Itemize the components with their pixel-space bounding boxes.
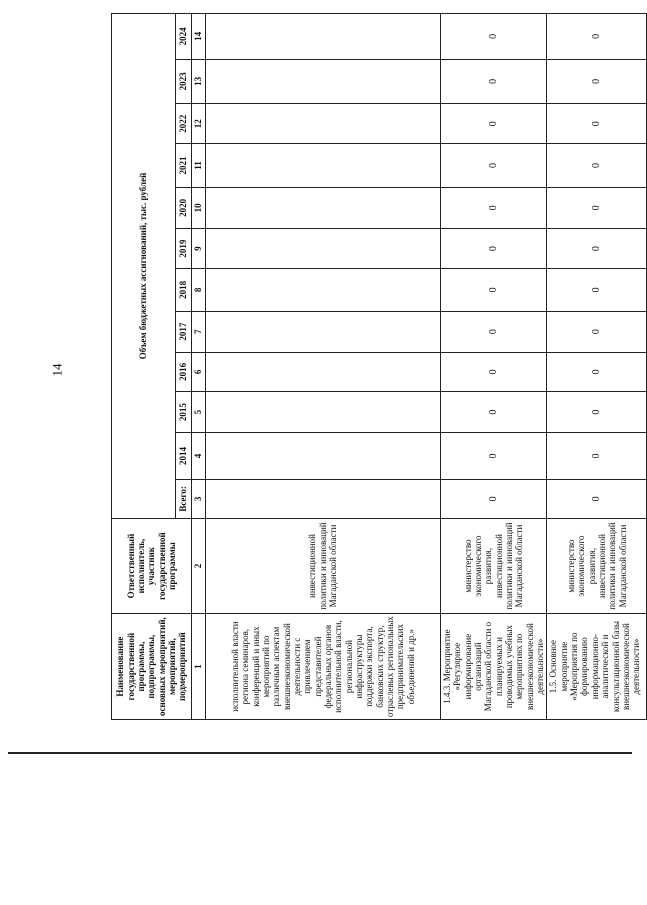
column-number: 7 <box>192 311 206 352</box>
row-responsible: министерство экономического развития, инвестиционной политики и инноваций Магаданской области <box>547 518 647 613</box>
column-number: 2 <box>192 518 206 613</box>
header-year: 2020 <box>176 187 192 228</box>
row-value <box>206 59 441 103</box>
row-value: 0 <box>441 14 547 60</box>
row-value <box>206 391 441 432</box>
header-name: Наименование государственной программы, подпрограммы, основных мероприятий, мероприятий, подмероприятий <box>112 614 192 720</box>
row-value <box>206 144 441 187</box>
row-value <box>206 352 441 391</box>
row-value: 0 <box>441 104 547 144</box>
row-value: 0 <box>441 311 547 352</box>
row-value <box>206 269 441 311</box>
rotated-table-frame <box>111 13 642 720</box>
header-responsible: Ответственный исполнитель, участник государственной программы <box>112 518 192 613</box>
header-year: 2018 <box>176 269 192 311</box>
row-value: 0 <box>547 433 647 480</box>
row-value: 0 <box>441 269 547 311</box>
header-year: 2022 <box>176 104 192 144</box>
column-number: 8 <box>192 269 206 311</box>
row-value <box>206 187 441 228</box>
row-value <box>206 433 441 480</box>
column-number: 6 <box>192 352 206 391</box>
column-number: 1 <box>192 614 206 720</box>
row-responsible: инвестиционной политики и инноваций Магаданской области <box>206 518 441 613</box>
row-name: 1.4.3. Мероприятие «Регулярное информирование организаций Магаданской области о планируемых и проводимых учебных мероприятиях по внешнеэкономической деятельности» <box>441 614 547 720</box>
budget-table <box>111 13 647 720</box>
row-value: 0 <box>547 104 647 144</box>
header-year: 2015 <box>176 391 192 432</box>
row-value: 0 <box>547 391 647 432</box>
header-year: 2024 <box>176 14 192 60</box>
row-responsible: министерство экономического развития, инвестиционной политики и инноваций Магаданской области <box>441 518 547 613</box>
column-number: 3 <box>192 479 206 518</box>
column-number: 14 <box>192 14 206 60</box>
row-value: 0 <box>547 479 647 518</box>
row-value <box>206 104 441 144</box>
row-value <box>206 479 441 518</box>
row-value: 0 <box>441 479 547 518</box>
column-number: 10 <box>192 187 206 228</box>
row-value: 0 <box>547 352 647 391</box>
row-value: 0 <box>547 269 647 311</box>
header-total: Всего: <box>176 479 192 518</box>
header-year: 2017 <box>176 311 192 352</box>
row-value: 0 <box>441 144 547 187</box>
row-value <box>206 14 441 60</box>
header-year: 2016 <box>176 352 192 391</box>
row-value: 0 <box>547 144 647 187</box>
row-value: 0 <box>441 433 547 480</box>
page-divider <box>8 752 632 754</box>
table-row <box>206 14 441 720</box>
header-budget-group: Объем бюджетных ассигнований, тыс. рублей <box>112 14 176 519</box>
row-value <box>206 228 441 268</box>
row-value: 0 <box>441 352 547 391</box>
row-value: 0 <box>547 59 647 103</box>
row-value: 0 <box>441 187 547 228</box>
column-number: 12 <box>192 104 206 144</box>
column-number: 4 <box>192 433 206 480</box>
table-row <box>441 14 547 720</box>
column-number: 13 <box>192 59 206 103</box>
header-year: 2014 <box>176 433 192 480</box>
page-number: 14 <box>49 363 64 377</box>
row-value: 0 <box>441 391 547 432</box>
column-number: 9 <box>192 228 206 268</box>
header-year: 2019 <box>176 228 192 268</box>
row-value: 0 <box>547 311 647 352</box>
column-number: 11 <box>192 144 206 187</box>
row-value: 0 <box>441 59 547 103</box>
header-year: 2021 <box>176 144 192 187</box>
row-name: исполнительной власти региона семинаров, конференций и иных мероприятий по различным аспектам внешнеэкономической деятельности с привлечением представителей федеральных органов исполнительной власти, региональной инфраструктуры поддержки экспорта, банковских структур, отраслевых региональных предпринимательских объединений и др.» <box>206 614 441 720</box>
row-value <box>206 311 441 352</box>
row-value: 0 <box>547 14 647 60</box>
header-year: 2023 <box>176 59 192 103</box>
column-number: 5 <box>192 391 206 432</box>
table-row <box>547 14 647 720</box>
row-name: 1.5. Основное мероприятие «Мероприятия по формированию информационно-аналитической и консультационной базы внешнеэкономической деятельности» <box>547 614 647 720</box>
row-value: 0 <box>547 228 647 268</box>
row-value: 0 <box>547 187 647 228</box>
row-value: 0 <box>441 228 547 268</box>
